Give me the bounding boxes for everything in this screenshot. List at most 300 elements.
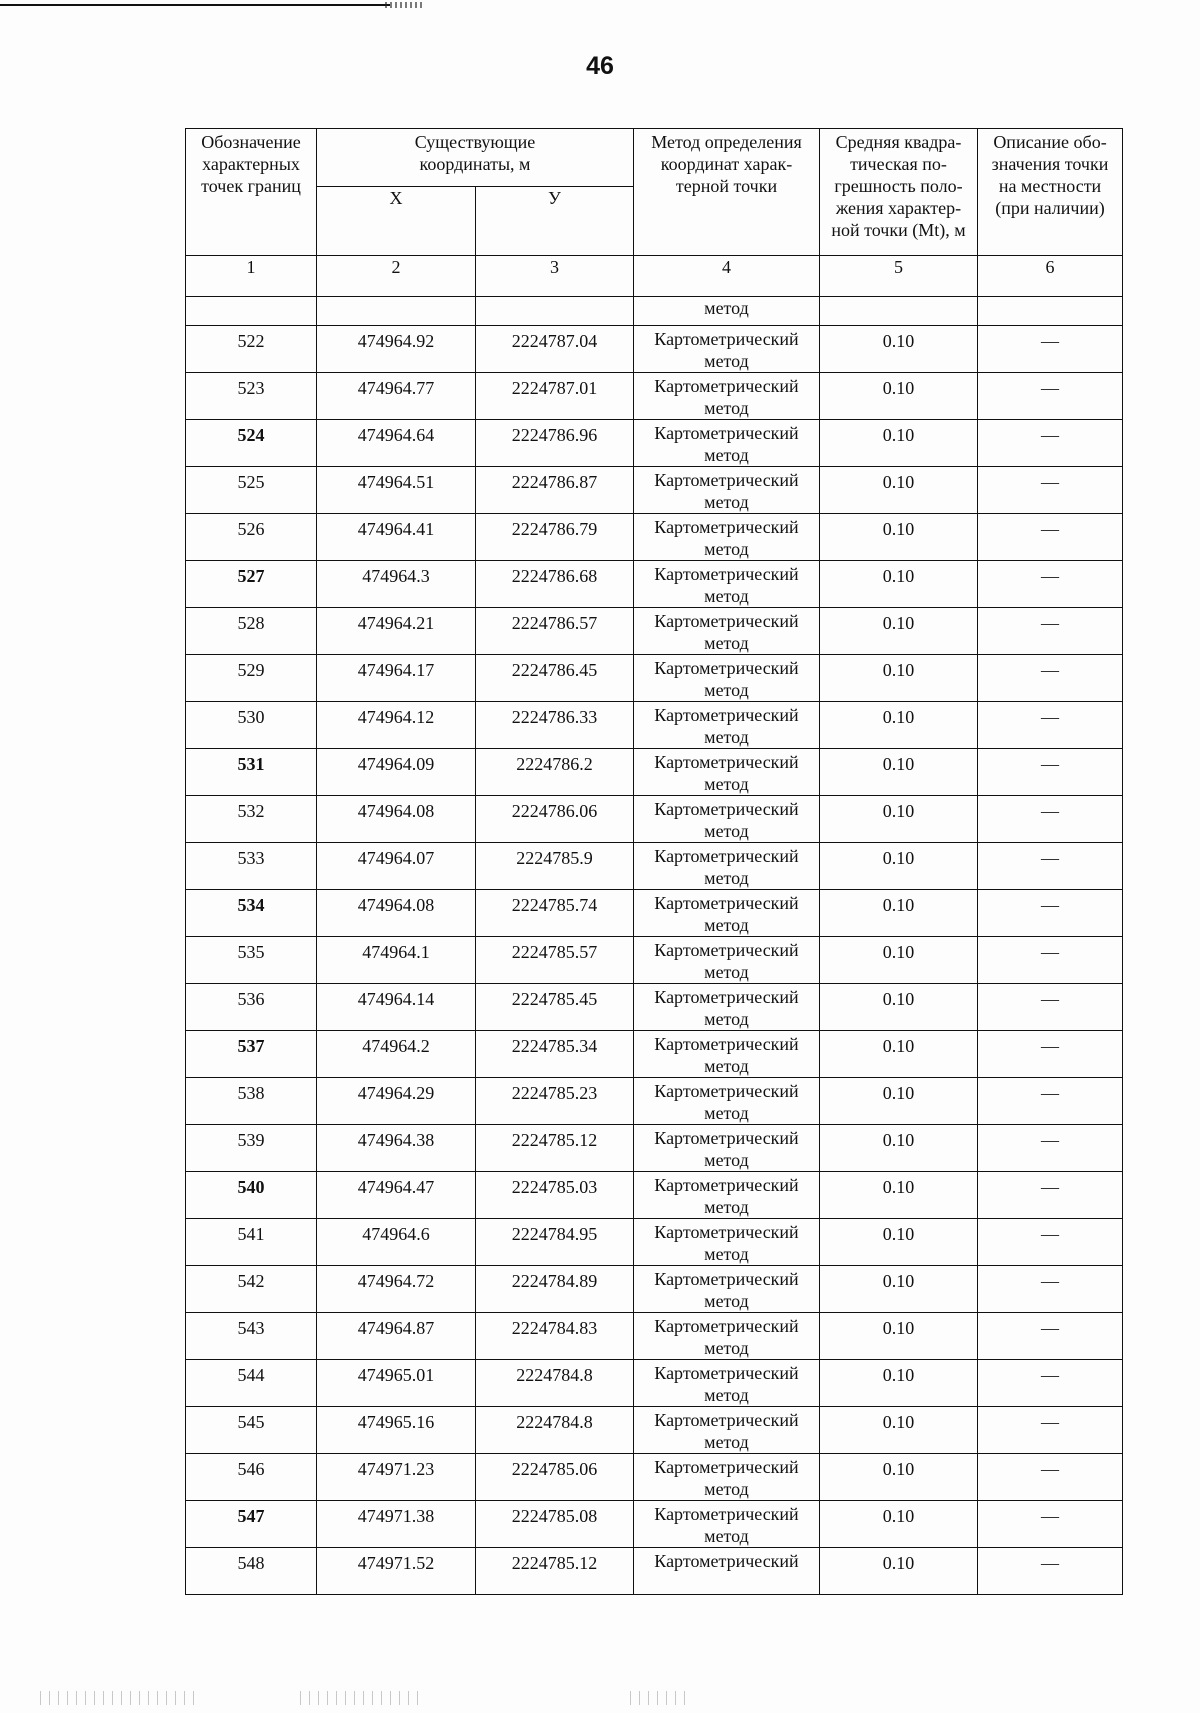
- cell-y-text: 2224786.79: [511, 519, 598, 539]
- cell-y-text: 2224787.04: [511, 331, 598, 351]
- cell-y: [476, 890, 634, 937]
- cell-method-text: Картометрический метод: [654, 846, 799, 888]
- cell-method-text: Картометрический метод: [654, 1316, 799, 1358]
- cell-x-text: 474964.07: [357, 848, 435, 868]
- cell-y: [476, 843, 634, 890]
- cell-x-text: 474964.47: [357, 1177, 435, 1197]
- cell-y-text: 2224785.08: [511, 1506, 598, 1526]
- cell-y-text: 2224786.2: [516, 754, 593, 774]
- cell-point-id-text: 537: [237, 1036, 265, 1056]
- cell-mt: [820, 890, 978, 937]
- cell-description-text: —: [1041, 1130, 1059, 1150]
- cell-description-text: —: [1041, 1506, 1059, 1526]
- header-coordinates: [317, 129, 634, 187]
- table-row: [186, 561, 1123, 608]
- cell-y-text: 2224786.45: [511, 660, 598, 680]
- cell-x-text: 474964.1: [362, 942, 430, 962]
- cell-mt-text: 0.10: [882, 1036, 915, 1056]
- cell-mt: [820, 749, 978, 796]
- cell-point-id-text: 525: [237, 472, 265, 492]
- cell-method: [634, 1266, 820, 1313]
- cell-y-text: 2224785.12: [511, 1130, 598, 1150]
- cell-y: [476, 514, 634, 561]
- cell-mt: [820, 373, 978, 420]
- cell-method: [634, 1172, 820, 1219]
- cell-description-text: —: [1041, 566, 1059, 586]
- cell-mt-text: 0.10: [882, 331, 915, 351]
- cell-y: [476, 561, 634, 608]
- cell-y: [476, 984, 634, 1031]
- cell-method: [634, 937, 820, 984]
- cell-x: [317, 326, 476, 373]
- cell-x: [317, 1501, 476, 1548]
- cell-point-id-text: 536: [237, 989, 265, 1009]
- cell-description-text: —: [1041, 331, 1059, 351]
- cell-method: [634, 514, 820, 561]
- cell-mt: [820, 1454, 978, 1501]
- cell-description-text: —: [1041, 1318, 1059, 1338]
- header-description: [978, 129, 1123, 256]
- cell-x: [317, 608, 476, 655]
- cell-point-id-text: 523: [237, 378, 265, 398]
- cell-x-text: 474964.72: [357, 1271, 435, 1291]
- table-row: [186, 1125, 1123, 1172]
- cell-description: [978, 1031, 1123, 1078]
- cell-point-id: [186, 749, 317, 796]
- cell-mt: [820, 326, 978, 373]
- cell-x: [317, 1266, 476, 1313]
- cell-point-id-text: 546: [237, 1459, 265, 1479]
- cell-description: [978, 1501, 1123, 1548]
- cell-method: [634, 1360, 820, 1407]
- page-number: 46: [586, 52, 614, 80]
- header-mt: [820, 129, 978, 256]
- cell-method-text: Картометрический метод: [654, 376, 799, 418]
- cell-method-text: Картометрический метод: [654, 799, 799, 841]
- scan-noise: [300, 1691, 420, 1705]
- cell-point-id-text: 538: [237, 1083, 265, 1103]
- cell-method: [634, 984, 820, 1031]
- cell-description-text: —: [1041, 848, 1059, 868]
- cell-mt-text: 0.10: [882, 848, 915, 868]
- cell-mt: [820, 1031, 978, 1078]
- cell-description-text: —: [1041, 942, 1059, 962]
- cell-point-id: [186, 1078, 317, 1125]
- header-y: У: [476, 187, 634, 256]
- cell-mt-text: 0.10: [882, 378, 915, 398]
- cell-description: [978, 984, 1123, 1031]
- cell-x: [317, 420, 476, 467]
- cell-method-text: Картометрический метод: [654, 940, 799, 982]
- table-row: [186, 843, 1123, 890]
- cell-mt-text: 0.10: [882, 801, 915, 821]
- cell-description: [978, 890, 1123, 937]
- cell-x: [317, 1313, 476, 1360]
- cell-description: [978, 1548, 1123, 1595]
- cell-y: [476, 1125, 634, 1172]
- cell-mt: [820, 514, 978, 561]
- table-row: [186, 655, 1123, 702]
- cell-mt: [820, 1548, 978, 1595]
- cell-x: [317, 796, 476, 843]
- cell-mt: [820, 1078, 978, 1125]
- cell-description-text: —: [1041, 472, 1059, 492]
- cell-description-text: —: [1041, 1553, 1059, 1573]
- cell-x: [317, 1548, 476, 1595]
- cell-point-id: [186, 1031, 317, 1078]
- cell-x-text: 474965.16: [357, 1412, 435, 1432]
- cell-method: [634, 702, 820, 749]
- cell-point-id: [186, 1548, 317, 1595]
- cell-point-id-text: 529: [237, 660, 265, 680]
- cell-x-text: 474964.08: [357, 895, 435, 915]
- cell-method-text: Картометрический метод: [654, 329, 799, 371]
- column-number-row: [186, 256, 1123, 297]
- cell-point-id: [186, 1313, 317, 1360]
- cell-description-text: —: [1041, 519, 1059, 539]
- cell-description-text: —: [1041, 754, 1059, 774]
- cell-point-id: [186, 655, 317, 702]
- cell-method-text: Картометрический метод: [654, 1175, 799, 1217]
- cell-method: [634, 655, 820, 702]
- cell-method-text: Картометрический метод: [654, 1504, 799, 1546]
- table-row: [186, 608, 1123, 655]
- cell-y-text: 2224784.83: [511, 1318, 598, 1338]
- header-description-label: Описание обо- значения точки на местности (при наличии): [991, 132, 1109, 218]
- cell-description-text: —: [1041, 378, 1059, 398]
- cell-mt: [820, 420, 978, 467]
- cell-x-text: 474964.51: [357, 472, 435, 492]
- cell-description: [978, 1454, 1123, 1501]
- cell-description: [978, 373, 1123, 420]
- cell-description-text: —: [1041, 801, 1059, 821]
- cell-x-text: 474964.92: [357, 331, 435, 351]
- cell-y-text: 2224786.33: [511, 707, 598, 727]
- column-number: 2: [317, 256, 476, 297]
- cell-description: [978, 1125, 1123, 1172]
- cell-point-id-text: 530: [237, 707, 265, 727]
- column-number: 1: [186, 256, 317, 297]
- cell-description-text: —: [1041, 1365, 1059, 1385]
- cell-point-id-text: 527: [237, 566, 265, 586]
- cell-x: [317, 984, 476, 1031]
- cell-mt: [820, 1125, 978, 1172]
- cell-y: [476, 937, 634, 984]
- cell-x-text: 474971.23: [357, 1459, 435, 1479]
- cell-point-id: [186, 843, 317, 890]
- scan-noise: [40, 1691, 200, 1705]
- cell-mt-text: 0.10: [882, 989, 915, 1009]
- cell-mt: [820, 984, 978, 1031]
- cell-x: [317, 514, 476, 561]
- cell-mt: [820, 1360, 978, 1407]
- cell-method-text: Картометрический метод: [654, 470, 799, 512]
- table-row: [186, 420, 1123, 467]
- cell-method-text: Картометрический: [654, 1551, 799, 1571]
- table-row: [186, 467, 1123, 514]
- cell-point-id: [186, 1125, 317, 1172]
- cell-x-text: 474964.08: [357, 801, 435, 821]
- cell-mt: [820, 655, 978, 702]
- cell-description-text: —: [1041, 1177, 1059, 1197]
- cell-mt-text: 0.10: [882, 1224, 915, 1244]
- cell-method: [634, 561, 820, 608]
- cell-x-text: 474964.12: [357, 707, 435, 727]
- cell-method: [634, 1078, 820, 1125]
- cell-description: [978, 561, 1123, 608]
- table-row: [186, 1219, 1123, 1266]
- cell-mt: [820, 1266, 978, 1313]
- cell-y-text: 2224784.89: [511, 1271, 598, 1291]
- cell-x-text: 474964.87: [357, 1318, 435, 1338]
- cell-mt-text: 0.10: [882, 1177, 915, 1197]
- cell-y: [476, 702, 634, 749]
- cell-description: [978, 843, 1123, 890]
- cell-description: [978, 420, 1123, 467]
- cell-y-text: 2224785.23: [511, 1083, 598, 1103]
- cell-point-id: [186, 1407, 317, 1454]
- cell-x: [317, 843, 476, 890]
- continuation-method: метод: [634, 297, 820, 326]
- cell-y-text: 2224785.03: [511, 1177, 598, 1197]
- cell-description: [978, 1266, 1123, 1313]
- continuation-row: [186, 297, 1123, 326]
- cell-y: [476, 749, 634, 796]
- cell-point-id: [186, 702, 317, 749]
- cell-mt-text: 0.10: [882, 1271, 915, 1291]
- cell-point-id-text: 528: [237, 613, 265, 633]
- cell-point-id-text: 535: [237, 942, 265, 962]
- cell-x: [317, 1031, 476, 1078]
- cell-mt: [820, 1313, 978, 1360]
- column-number: 3: [476, 256, 634, 297]
- coordinates-table: [185, 128, 1123, 1595]
- table-row: [186, 1172, 1123, 1219]
- cell-method: [634, 1125, 820, 1172]
- cell-point-id-text: 540: [237, 1177, 265, 1197]
- cell-point-id-text: 526: [237, 519, 265, 539]
- cell-mt-text: 0.10: [882, 1365, 915, 1385]
- cell-x-text: 474964.21: [357, 613, 435, 633]
- cell-description: [978, 608, 1123, 655]
- cell-point-id: [186, 937, 317, 984]
- cell-point-id: [186, 561, 317, 608]
- cell-method-text: Картометрический метод: [654, 1457, 799, 1499]
- cell-x-text: 474964.6: [362, 1224, 430, 1244]
- table-row: [186, 890, 1123, 937]
- cell-x-text: 474964.77: [357, 378, 435, 398]
- cell-y-text: 2224785.34: [511, 1036, 598, 1056]
- cell-method-text: Картометрический метод: [654, 1081, 799, 1123]
- table-row: [186, 749, 1123, 796]
- table-row: [186, 1266, 1123, 1313]
- cell-y-text: 2224785.57: [511, 942, 598, 962]
- cell-description: [978, 702, 1123, 749]
- cell-method-text: Картометрический метод: [654, 1034, 799, 1076]
- cell-method-text: Картометрический метод: [654, 1363, 799, 1405]
- cell-description: [978, 1172, 1123, 1219]
- cell-mt-text: 0.10: [882, 942, 915, 962]
- cell-description-text: —: [1041, 1224, 1059, 1244]
- cell-y: [476, 608, 634, 655]
- cell-point-id-text: 543: [237, 1318, 265, 1338]
- cell-y-text: 2224786.57: [511, 613, 598, 633]
- cell-method-text: Картометрический метод: [654, 1410, 799, 1452]
- cell-description-text: —: [1041, 1459, 1059, 1479]
- cell-mt-text: 0.10: [882, 895, 915, 915]
- cell-method: [634, 326, 820, 373]
- cell-point-id-text: 533: [237, 848, 265, 868]
- cell-mt: [820, 561, 978, 608]
- table-row: [186, 514, 1123, 561]
- cell-x-text: 474971.52: [357, 1553, 435, 1573]
- cell-point-id-text: 532: [237, 801, 265, 821]
- cell-y: [476, 1548, 634, 1595]
- cell-method-text: Картометрический метод: [654, 705, 799, 747]
- cell-point-id: [186, 1219, 317, 1266]
- cell-empty: [186, 297, 317, 326]
- cell-method: [634, 420, 820, 467]
- cell-description: [978, 937, 1123, 984]
- cell-y: [476, 796, 634, 843]
- cell-y: [476, 1219, 634, 1266]
- cell-point-id-text: 524: [237, 425, 265, 445]
- cell-description: [978, 1219, 1123, 1266]
- table-row: [186, 1313, 1123, 1360]
- cell-description-text: —: [1041, 425, 1059, 445]
- cell-method-text: Картометрический метод: [654, 1128, 799, 1170]
- table-row: [186, 1360, 1123, 1407]
- table-row: [186, 1407, 1123, 1454]
- header-point-id-label: Обозначение характерных точек границ: [201, 132, 301, 196]
- cell-x: [317, 373, 476, 420]
- cell-y-text: 2224784.95: [511, 1224, 598, 1244]
- cell-description-text: —: [1041, 989, 1059, 1009]
- cell-mt: [820, 1172, 978, 1219]
- cell-point-id: [186, 420, 317, 467]
- cell-y-text: 2224785.45: [511, 989, 598, 1009]
- cell-method: [634, 1548, 820, 1595]
- cell-method: [634, 1454, 820, 1501]
- cell-mt-text: 0.10: [882, 566, 915, 586]
- table-row: [186, 937, 1123, 984]
- cell-y: [476, 467, 634, 514]
- scan-noise: [630, 1691, 690, 1705]
- cell-empty: [978, 297, 1123, 326]
- table-row: [186, 1501, 1123, 1548]
- cell-mt: [820, 1219, 978, 1266]
- cell-y-text: 2224784.8: [516, 1365, 593, 1385]
- cell-mt-text: 0.10: [882, 425, 915, 445]
- cell-method-text: Картометрический метод: [654, 611, 799, 653]
- table-row: [186, 1031, 1123, 1078]
- cell-mt-text: 0.10: [882, 1318, 915, 1338]
- cell-point-id: [186, 326, 317, 373]
- cell-method: [634, 1501, 820, 1548]
- cell-method: [634, 608, 820, 655]
- cell-y: [476, 1031, 634, 1078]
- cell-x: [317, 937, 476, 984]
- cell-description-text: —: [1041, 895, 1059, 915]
- cell-description: [978, 1360, 1123, 1407]
- column-number: 6: [978, 256, 1123, 297]
- cell-x-text: 474964.3: [362, 566, 430, 586]
- cell-point-id: [186, 514, 317, 561]
- cell-x: [317, 1360, 476, 1407]
- cell-empty: [317, 297, 476, 326]
- cell-method-text: Картометрический метод: [654, 517, 799, 559]
- cell-description-text: —: [1041, 1412, 1059, 1432]
- cell-mt-text: 0.10: [882, 519, 915, 539]
- table-row: [186, 1548, 1123, 1595]
- cell-method: [634, 373, 820, 420]
- cell-y-text: 2224786.96: [511, 425, 598, 445]
- cell-description: [978, 326, 1123, 373]
- cell-x: [317, 561, 476, 608]
- cell-y-text: 2224786.68: [511, 566, 598, 586]
- cell-y-text: 2224784.8: [516, 1412, 593, 1432]
- cell-method-text: Картометрический метод: [654, 658, 799, 700]
- cell-point-id: [186, 1501, 317, 1548]
- cell-x-text: 474964.17: [357, 660, 435, 680]
- table-row: [186, 984, 1123, 1031]
- cell-x: [317, 1125, 476, 1172]
- cell-y: [476, 326, 634, 373]
- cell-description-text: —: [1041, 613, 1059, 633]
- cell-point-id-text: 534: [237, 895, 265, 915]
- cell-method: [634, 467, 820, 514]
- cell-method-text: Картометрический метод: [654, 893, 799, 935]
- cell-y-text: 2224785.9: [516, 848, 593, 868]
- cell-point-id: [186, 467, 317, 514]
- cell-mt-text: 0.10: [882, 1506, 915, 1526]
- cell-x: [317, 890, 476, 937]
- cell-point-id-text: 544: [237, 1365, 265, 1385]
- cell-mt-text: 0.10: [882, 613, 915, 633]
- cell-y: [476, 1454, 634, 1501]
- cell-y: [476, 1078, 634, 1125]
- cell-mt: [820, 1501, 978, 1548]
- cell-y-text: 2224785.12: [511, 1553, 598, 1573]
- cell-x: [317, 1219, 476, 1266]
- cell-point-id-text: 522: [237, 331, 265, 351]
- cell-y: [476, 655, 634, 702]
- cell-y-text: 2224785.06: [511, 1459, 598, 1479]
- cell-y: [476, 1407, 634, 1454]
- header-method: [634, 129, 820, 256]
- cell-x: [317, 467, 476, 514]
- cell-y: [476, 1501, 634, 1548]
- cell-method: [634, 796, 820, 843]
- cell-point-id: [186, 796, 317, 843]
- cell-mt-text: 0.10: [882, 1459, 915, 1479]
- cell-y: [476, 1313, 634, 1360]
- cell-method-text: Картометрический метод: [654, 987, 799, 1029]
- column-number: 4: [634, 256, 820, 297]
- cell-y-text: 2224786.06: [511, 801, 598, 821]
- cell-point-id-text: 542: [237, 1271, 265, 1291]
- cell-method: [634, 749, 820, 796]
- cell-point-id: [186, 984, 317, 1031]
- cell-description: [978, 655, 1123, 702]
- cell-y-text: 2224785.74: [511, 895, 598, 915]
- table-row: [186, 1454, 1123, 1501]
- cell-mt: [820, 937, 978, 984]
- cell-y: [476, 373, 634, 420]
- table-row: [186, 796, 1123, 843]
- cell-description: [978, 1078, 1123, 1125]
- cell-mt-text: 0.10: [882, 1083, 915, 1103]
